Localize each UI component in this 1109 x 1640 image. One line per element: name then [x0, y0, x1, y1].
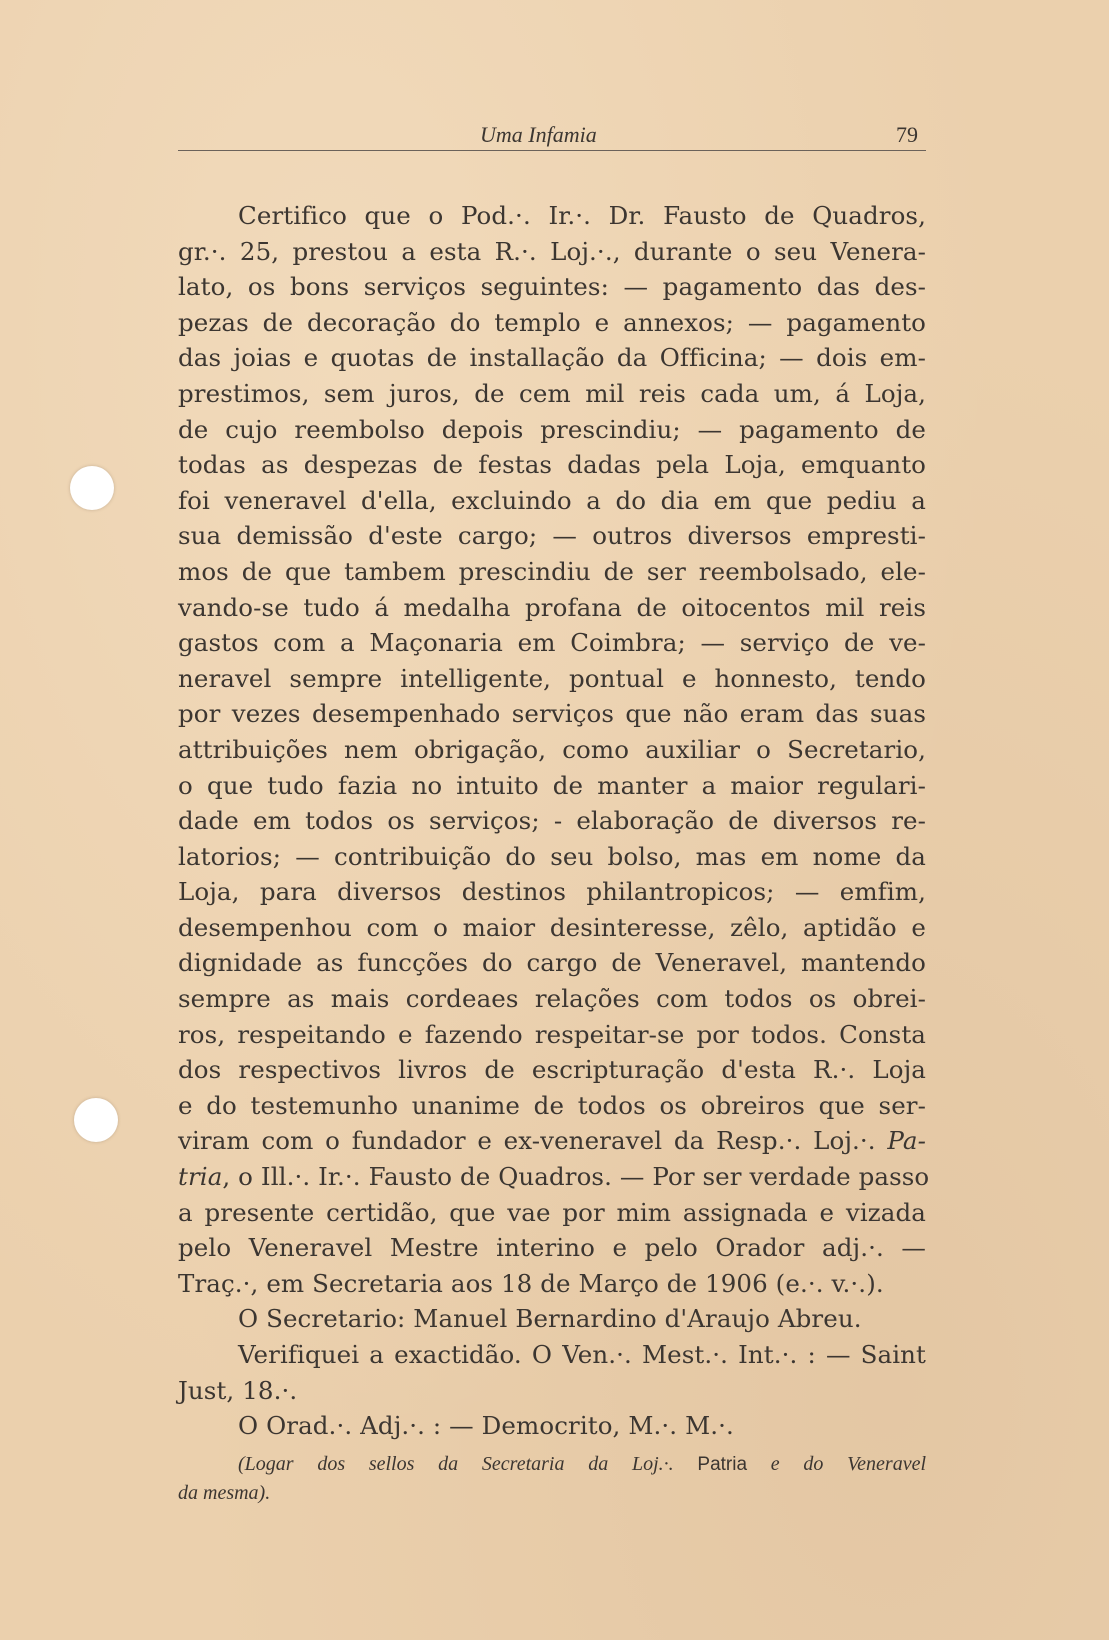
text-line: o que tudo fazia no intuito de manter a maior regulari-: [178, 770, 926, 800]
text-line: attribuições nem obrigação, como auxiliar o Secretario,: [178, 734, 926, 764]
italic-word: tria: [178, 1162, 223, 1192]
text-line: foi veneravel d'ella, excluindo a do dia em que pediu a: [178, 485, 926, 515]
text-line: por vezes desempenhado serviços que não eram das suas: [178, 699, 926, 729]
text-line: Loja, para diversos destinos philantropicos; — emfim,: [178, 877, 926, 907]
running-title: Uma Infamia: [480, 122, 597, 147]
text-line: ros, respeitando e fazendo respeitar-se por todos. Consta: [178, 1019, 926, 1049]
text-line: todas as despezas de festas dadas pela Loja, emquanto: [178, 450, 926, 480]
secretary-signature: O Secretario: Manuel Bernardino d'Araujo Abreu.: [238, 1304, 862, 1334]
page-header: [178, 120, 926, 151]
caption-line: [178, 1450, 926, 1479]
text-line: prestimos, sem juros, de cem mil reis cada um, á Loja,: [178, 378, 926, 408]
text-line: de cujo reembolso depois prescindiu; — pagamento de: [178, 414, 926, 444]
verification-line: Verifiquei a exactidão. O Ven.·. Mest.·. Int.·. : — Saint: [238, 1340, 926, 1369]
text-segment: , o Ill.·. Ir.·. Fausto de Quadros. — Por ser verdade passo: [222, 1162, 930, 1192]
text-line: sua demissão d'este cargo; — outros diversos empresti-: [178, 521, 926, 551]
text-line: pelo Veneravel Mestre interino e pelo Orador adj.·. —: [178, 1233, 926, 1263]
text-line: lato, os bons serviços seguintes: — pagamento das des-: [178, 272, 926, 302]
text-line: [178, 1123, 926, 1159]
text-line: pezas de decoração do templo e annexos; — pagamento: [178, 307, 926, 337]
caption-line: da mesma).: [178, 1482, 271, 1504]
text-line: das joias e quotas de installação da Officina; — dois em-: [178, 343, 926, 373]
text-line: dignidade as funcções do cargo de Veneravel, mantendo: [178, 948, 926, 978]
certificate-text: [178, 198, 930, 1444]
text-line: Certifico que o Pod.·. Ir.·. Dr. Fausto de Quadros,: [238, 201, 926, 230]
text-line: dade em todos os serviços; - elaboração de diversos re-: [178, 806, 926, 836]
caption-roman-word: Patria: [697, 1454, 748, 1475]
verification-line: Just, 18.·.: [178, 1375, 298, 1405]
text-line: [178, 1159, 930, 1195]
text-line: e do testemunho unanime de todos os obreiros que ser-: [178, 1090, 926, 1120]
text-line: desempenhou com o maior desinteresse, zêlo, aptidão e: [178, 912, 926, 942]
text-line: gr.·. 25, prestou a esta R.·. Loj.·., durante o seu Venera-: [178, 236, 926, 266]
text-line: dos respectivos livros de escripturação d'esta R.·. Loja: [178, 1055, 926, 1085]
text-line: neravel sempre intelligente, pontual e honnesto, tendo: [178, 663, 926, 693]
seal-caption: [178, 1450, 926, 1507]
text-line: Traç.·, em Secretaria aos 18 de Março de 1906 (e.·. v.·.).: [178, 1268, 884, 1298]
text-line: sempre as mais cordeaes relações com todos os obrei-: [178, 984, 926, 1014]
text-line: a presente certidão, que vae por mim assignada e vizada: [178, 1197, 926, 1227]
text-line: vando-se tudo á medalha profana de oitocentos mil reis: [178, 592, 926, 622]
orador-signature: O Orad.·. Adj.·. : — Democrito, M.·. M.·.: [238, 1411, 734, 1441]
caption-segment: (Logar dos sellos da Secretaria da Loj.·.: [238, 1453, 674, 1475]
text-segment: viram com o fundador e ex-veneravel da Resp.·. Loj.·.: [178, 1126, 876, 1156]
text-line: latorios; — contribuição do seu bolso, mas em nome da: [178, 841, 926, 871]
binder-hole-upper: [70, 466, 114, 510]
italic-word: Pa-: [887, 1126, 926, 1156]
page-number: 79: [896, 122, 918, 147]
text-line: mos de que tambem prescindiu de ser reembolsado, ele-: [178, 556, 926, 586]
caption-segment: e do Veneravel: [770, 1453, 926, 1475]
text-line: gastos com a Maçonaria em Coimbra; — serviço de ve-: [178, 628, 926, 658]
binder-hole-lower: [74, 1098, 118, 1142]
